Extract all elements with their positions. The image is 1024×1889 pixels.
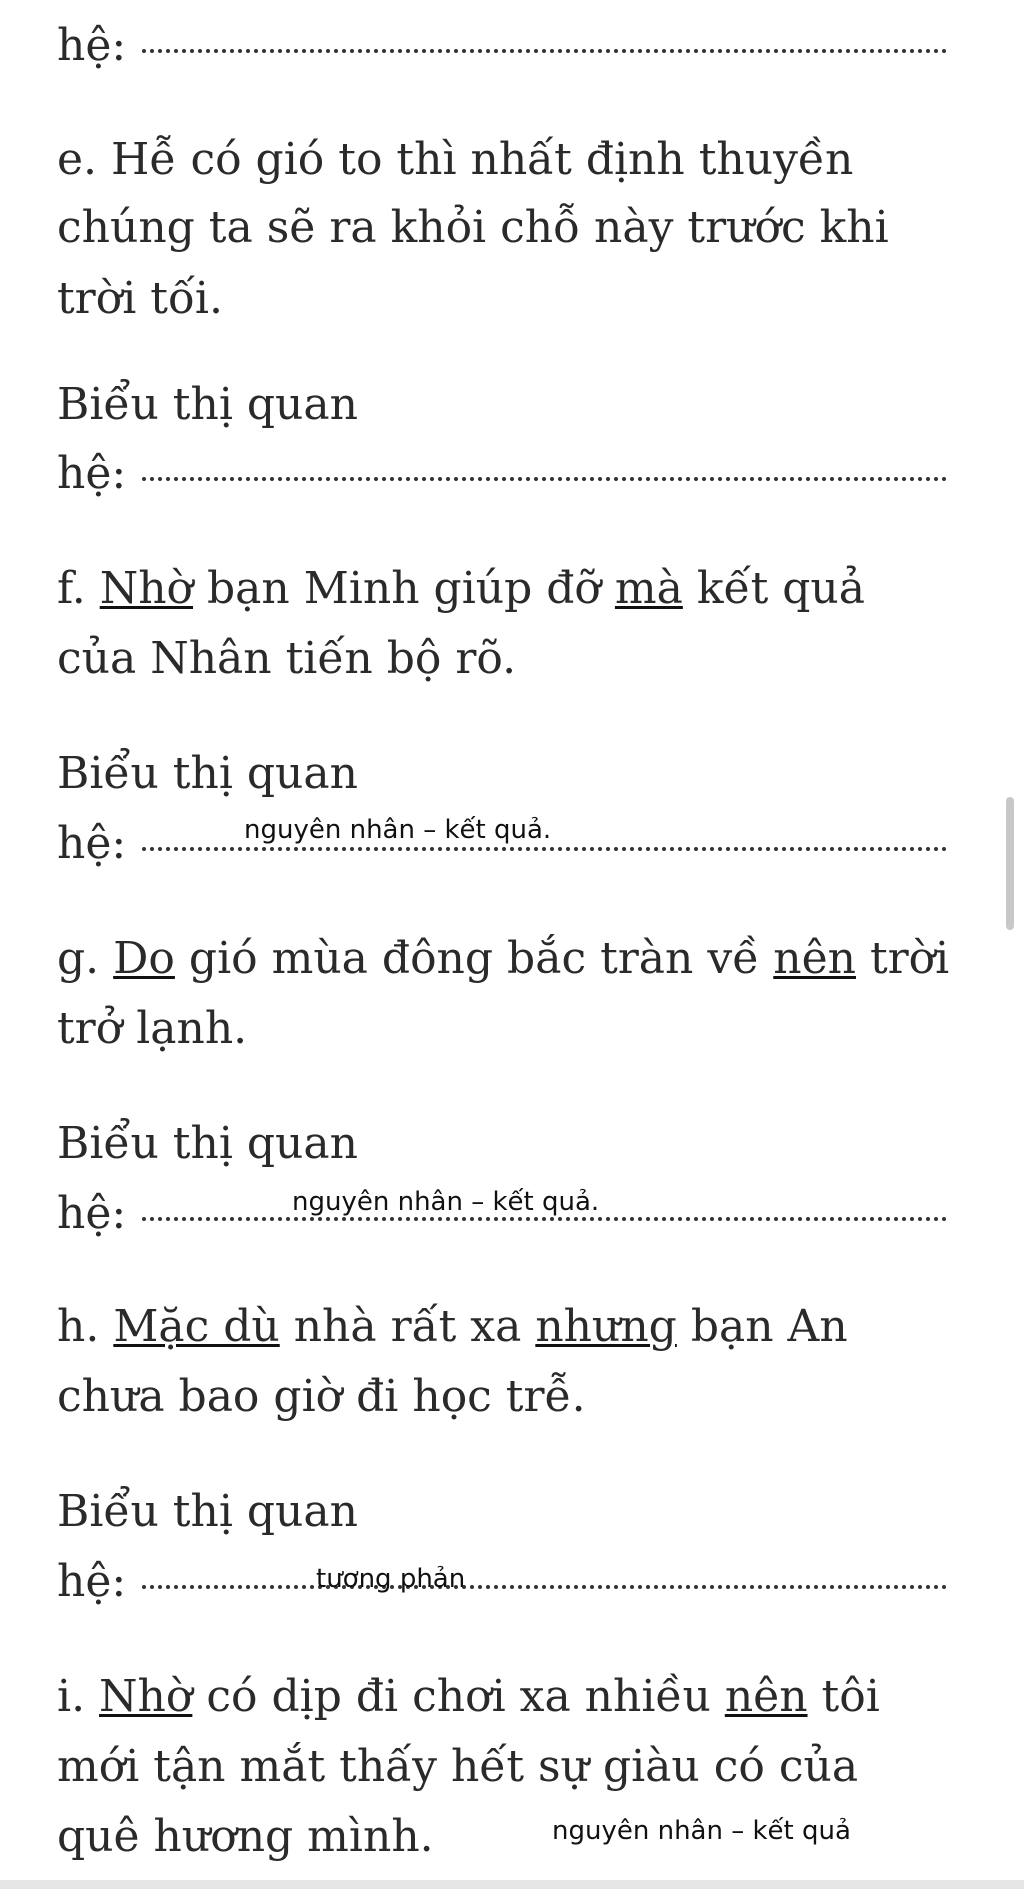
underlined-connective: nên (724, 1671, 808, 1722)
handwritten-answer-g: nguyên nhân – kết quả. (292, 1187, 600, 1217)
underlined-connective: Mặc dù (113, 1301, 280, 1352)
relation-label-line-1: Biểu thị quan (57, 1486, 358, 1537)
bottom-edge-strip (0, 1880, 1024, 1889)
underlined-connective: mà (614, 563, 683, 614)
relation-label-hệ: hệ: (57, 20, 127, 71)
handwritten-answer-h: tương phản (316, 1564, 466, 1594)
relation-label-line-2: hệ: (57, 818, 127, 869)
answer-dotted-line (142, 477, 947, 481)
underlined-connective: Do (113, 933, 175, 984)
sentence-f-line-2: của Nhân tiến bộ rõ. (57, 633, 517, 684)
relation-label-line-2: hệ: (57, 1556, 127, 1607)
relation-label-line-1: Biểu thị quan (57, 379, 358, 430)
handwritten-answer-f: nguyên nhân – kết quả. (244, 815, 552, 845)
relation-label-line-1: Biểu thị quan (57, 1118, 358, 1169)
underlined-connective: Nhờ (99, 1671, 193, 1722)
sentence-e-line-3: trời tối. (57, 273, 223, 324)
answer-dotted-line (142, 1585, 947, 1589)
sentence-h-line-2: chưa bao giờ đi học trễ. (57, 1371, 586, 1422)
sentence-g-line-1: g. Do gió mùa đông bắc tràn về nên trời (57, 933, 950, 984)
sentence-f-line-1: f. Nhờ bạn Minh giúp đỡ mà kết quả (57, 563, 865, 614)
relation-label-line-2: hệ: (57, 448, 127, 499)
handwritten-answer-i: nguyên nhân – kết quả (552, 1816, 851, 1846)
answer-dotted-line (142, 847, 947, 851)
underlined-connective: nên (773, 933, 856, 984)
answer-dotted-line (142, 1217, 947, 1221)
sentence-i-line-2: mới tận mắt thấy hết sự giàu có của (57, 1741, 859, 1792)
vertical-scrollbar-thumb[interactable] (1006, 797, 1014, 930)
underlined-connective: nhưng (535, 1301, 677, 1352)
sentence-i-line-3: quê hương mình. (57, 1811, 434, 1862)
sentence-i-line-1: i. Nhờ có dịp đi chơi xa nhiều nên tôi (57, 1671, 880, 1722)
sentence-g-line-2: trở lạnh. (57, 1003, 248, 1054)
answer-dotted-line (142, 49, 947, 53)
sentence-h-line-1: h. Mặc dù nhà rất xa nhưng bạn An (57, 1301, 848, 1352)
underlined-connective: Nhờ (99, 563, 194, 614)
sentence-e-line-2: chúng ta sẽ ra khỏi chỗ này trước khi (57, 202, 889, 253)
relation-label-line-1: Biểu thị quan (57, 748, 358, 799)
relation-label-line-2: hệ: (57, 1188, 127, 1239)
sentence-e-line-1: e. Hễ có gió to thì nhất định thuyền (57, 134, 854, 185)
